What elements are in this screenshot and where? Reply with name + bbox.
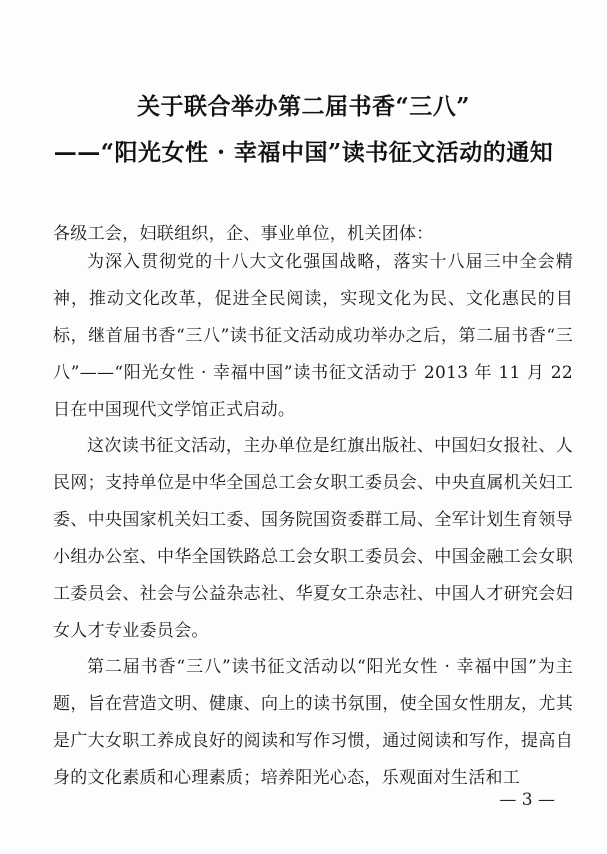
paragraph-3: 第二届书香“三八”读书征文活动以“阳光女性 · 幸福中国”为主题，旨在营造文明、健康、向上的读书氛围，使全国女性朋友，尤其是广大女职工养成良好的阅读和写作习惯，通过阅读和写作，提高自身的文化素质和心理素质；培养阳光心态，乐观面对生活和工 xyxy=(53,657,573,788)
salutation: 各级工会，妇联组织，企、事业单位，机关团体： xyxy=(53,224,434,244)
notice-title-line-1: 关于联合举办第二届书香“三八” xyxy=(137,93,470,120)
paragraph-1: 为深入贯彻党的十八大文化强国战略，落实十八届三中全会精神，推动文化改革，促进全民阅读，实现文化为民、文化惠民的目标，继首届书香“三八”读书征文活动成功举办之后，第二届书香“三八”——“阳光女性 · 幸福中国”读书征文活动于 2013 年 11 月 22 日在中国现代文学馆正式启动。 xyxy=(53,252,573,420)
page-number: — 3 — xyxy=(499,790,555,810)
paragraph-2: 这次读书征文活动，主办单位是红旗出版社、中国妇女报社、人民网；支持单位是中华全国总工会女职工委员会、中央直属机关妇工委、中央国家机关妇工委、国务院国资委群工局、全军计划生育领导小组办公室、中华全国铁路总工会女职工委员会、中国金融工会女职工委员会、社会与公益杂志社、华夏女工杂志社、中国人才研究会妇女人才专业委员会。 xyxy=(53,436,573,641)
notice-title-line-2: ——“阳光女性 · 幸福中国”读书征文活动的通知 xyxy=(53,139,554,166)
